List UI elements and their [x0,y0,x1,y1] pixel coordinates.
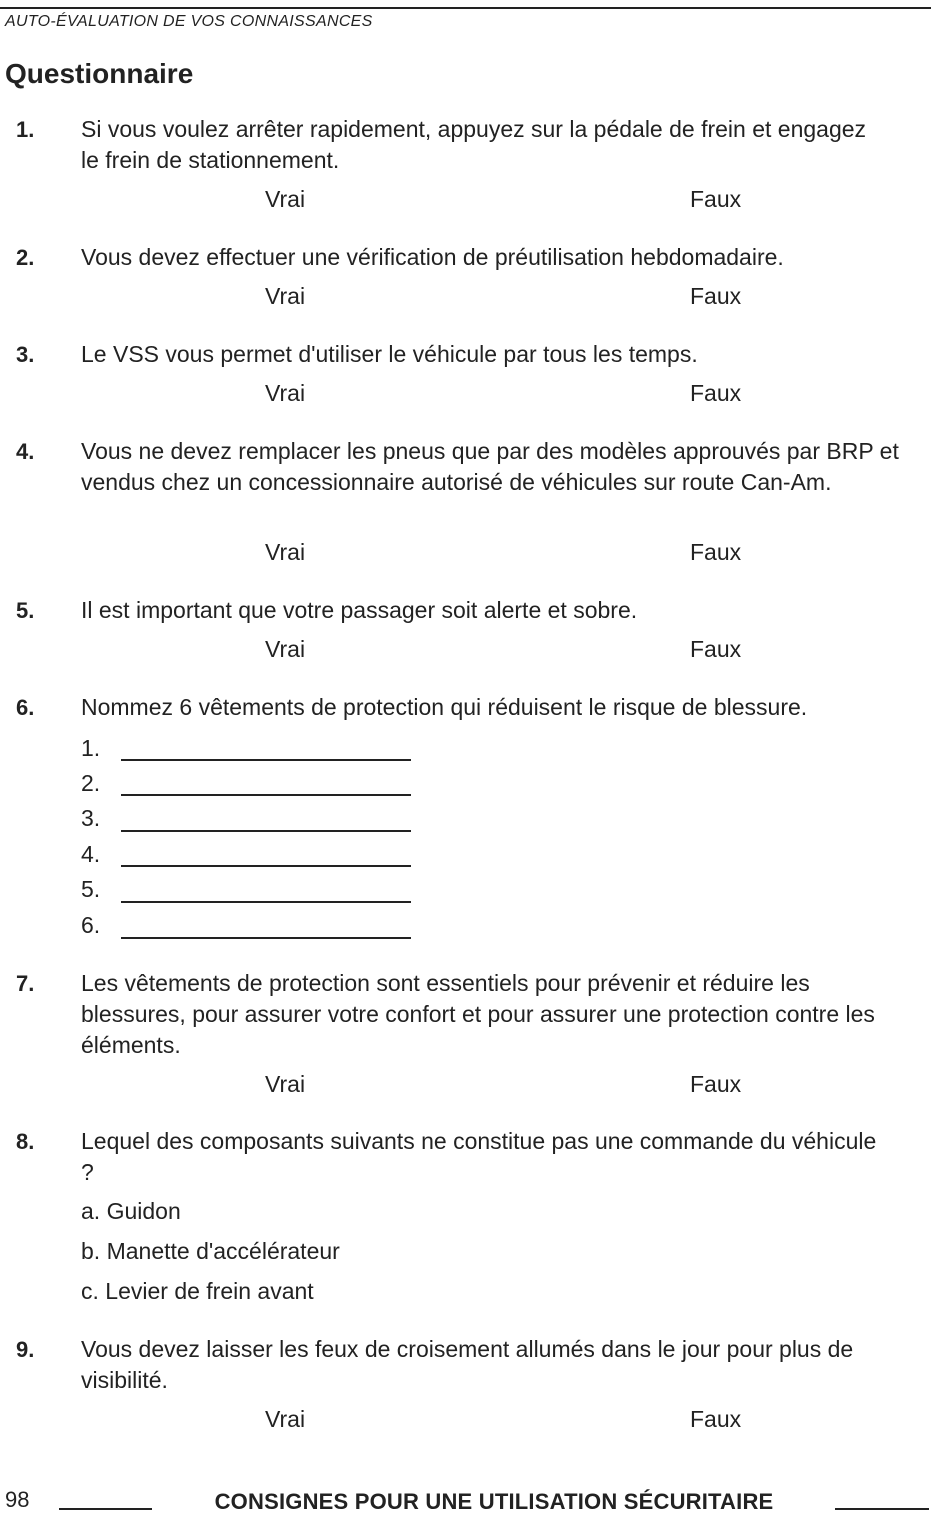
false-option[interactable]: Faux [690,283,742,309]
answer-blank-6[interactable] [121,937,411,939]
false-option[interactable]: Faux [690,380,742,406]
question-number: 6. [16,695,35,720]
footer-rule-right [835,1508,929,1510]
footer-title: CONSIGNES POUR UNE UTILISATION SÉCURITAIRE [214,1489,774,1514]
true-option[interactable]: Vrai [265,1071,306,1097]
question-text: Vous devez laisser les feux de croisement allumés dans le jour pour plus de visibilité. [81,1336,854,1393]
question-text: Il est important que votre passager soit alerte et sobre. [81,597,638,623]
question-number: 1. [16,117,35,142]
false-option[interactable]: Faux [690,1406,742,1432]
question-number: 9. [16,1337,35,1362]
blank-number: 2. [81,770,101,796]
true-option[interactable]: Vrai [265,636,306,662]
answer-blank-5[interactable] [121,901,411,903]
blank-number: 5. [81,876,101,902]
blank-number: 4. [81,841,101,867]
question-number: 7. [16,971,35,996]
true-option[interactable]: Vrai [265,283,306,309]
header-rule [0,7,931,9]
question-number: 8. [16,1129,35,1154]
answer-blank-1[interactable] [121,759,411,761]
question-number: 5. [16,598,35,623]
option-a[interactable]: a. Guidon [81,1198,181,1224]
true-option[interactable]: Vrai [265,380,306,406]
option-c[interactable]: c. Levier de frein avant [81,1278,314,1304]
question-text: Le VSS vous permet d'utiliser le véhicule par tous les temps. [81,341,698,367]
blank-number: 1. [81,735,101,761]
section-label: AUTO-ÉVALUATION DE VOS CONNAISSANCES [5,13,373,30]
true-option[interactable]: Vrai [265,1406,306,1432]
question-text: Vous ne devez remplacer les pneus que par des modèles approuvés par BRP et vendus chez un concessionnaire autorisé de véhicules sur route Can-Am. [81,438,899,495]
question-number: 3. [16,342,35,367]
question-number: 4. [16,439,35,464]
question-text: Vous devez effectuer une vérification de préutilisation hebdomadaire. [81,244,784,270]
answer-blank-4[interactable] [121,865,411,867]
blank-number: 3. [81,805,101,831]
question-text: Nommez 6 vêtements de protection qui réduisent le risque de blessure. [81,694,808,720]
page-number: 98 [5,1487,30,1512]
blank-number: 6. [81,912,101,938]
false-option[interactable]: Faux [690,186,742,212]
true-option[interactable]: Vrai [265,186,306,212]
answer-blank-2[interactable] [121,794,411,796]
question-number: 2. [16,245,35,270]
false-option[interactable]: Faux [690,1071,742,1097]
page-title: Questionnaire [5,58,194,89]
question-text: Les vêtements de protection sont essentiels pour prévenir et réduire les blessures, pour assurer votre confort et pour assurer une protection contre les éléments. [81,970,875,1058]
true-option[interactable]: Vrai [265,539,306,565]
false-option[interactable]: Faux [690,636,742,662]
question-text: Lequel des composants suivants ne constitue pas une commande du véhicule ? [81,1128,877,1185]
option-b[interactable]: b. Manette d'accélérateur [81,1238,340,1264]
answer-blank-3[interactable] [121,830,411,832]
question-text: Si vous voulez arrêter rapidement, appuyez sur la pédale de frein et engagez le frein de stationnement. [81,116,867,173]
false-option[interactable]: Faux [690,539,742,565]
